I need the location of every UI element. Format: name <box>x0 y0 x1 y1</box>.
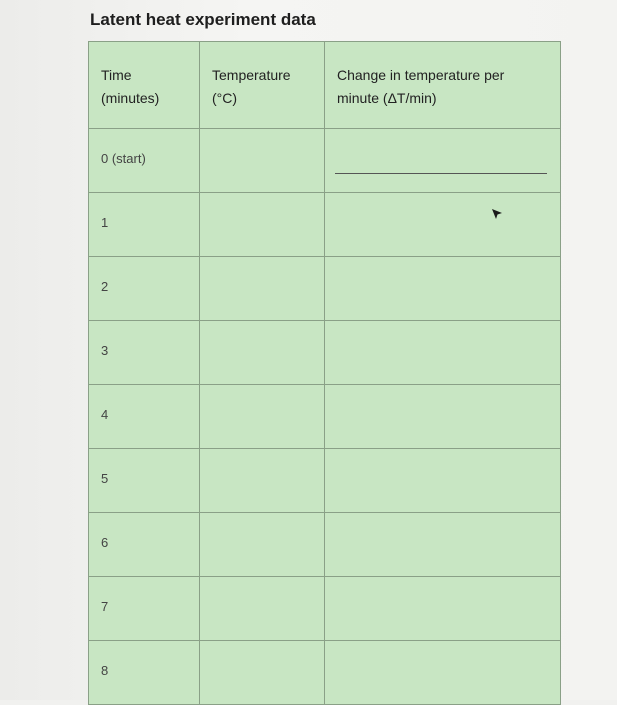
table-row <box>89 129 561 193</box>
data-table <box>88 41 561 705</box>
table-row <box>89 257 561 321</box>
time-cell: 3 <box>89 321 200 385</box>
table-row <box>89 385 561 449</box>
change-cell[interactable] <box>325 193 561 257</box>
table-header-row <box>89 42 561 129</box>
change-cell[interactable] <box>325 129 561 193</box>
change-cell[interactable] <box>325 641 561 705</box>
table-row <box>89 449 561 513</box>
page-title: Latent heat experiment data <box>90 10 316 29</box>
change-cell[interactable] <box>325 577 561 641</box>
change-cell[interactable] <box>325 449 561 513</box>
answer-underline <box>335 173 547 174</box>
time-cell: 4 <box>89 385 200 449</box>
table-row <box>89 513 561 577</box>
time-cell: 1 <box>89 193 200 257</box>
time-cell: 8 <box>89 641 200 705</box>
time-cell: 6 <box>89 513 200 577</box>
temperature-cell[interactable] <box>200 129 325 193</box>
change-cell[interactable] <box>325 513 561 577</box>
temperature-cell[interactable] <box>200 385 325 449</box>
time-cell: 5 <box>89 449 200 513</box>
change-cell[interactable] <box>325 321 561 385</box>
table-row <box>89 321 561 385</box>
table-row <box>89 641 561 705</box>
temperature-cell[interactable] <box>200 193 325 257</box>
header-temperature: Temperature (°C) <box>200 42 325 129</box>
temperature-cell[interactable] <box>200 257 325 321</box>
change-cell[interactable] <box>325 257 561 321</box>
header-change: Change in temperature per minute (ΔT/min) <box>325 42 561 129</box>
change-cell[interactable] <box>325 385 561 449</box>
time-cell: 0 (start) <box>89 129 200 193</box>
temperature-cell[interactable] <box>200 641 325 705</box>
temperature-cell[interactable] <box>200 513 325 577</box>
header-time: Time (minutes) <box>89 42 200 129</box>
table-row <box>89 577 561 641</box>
time-cell: 2 <box>89 257 200 321</box>
temperature-cell[interactable] <box>200 449 325 513</box>
mouse-pointer-icon <box>490 207 504 221</box>
temperature-cell[interactable] <box>200 577 325 641</box>
table-row <box>89 193 561 257</box>
time-cell: 7 <box>89 577 200 641</box>
temperature-cell[interactable] <box>200 321 325 385</box>
